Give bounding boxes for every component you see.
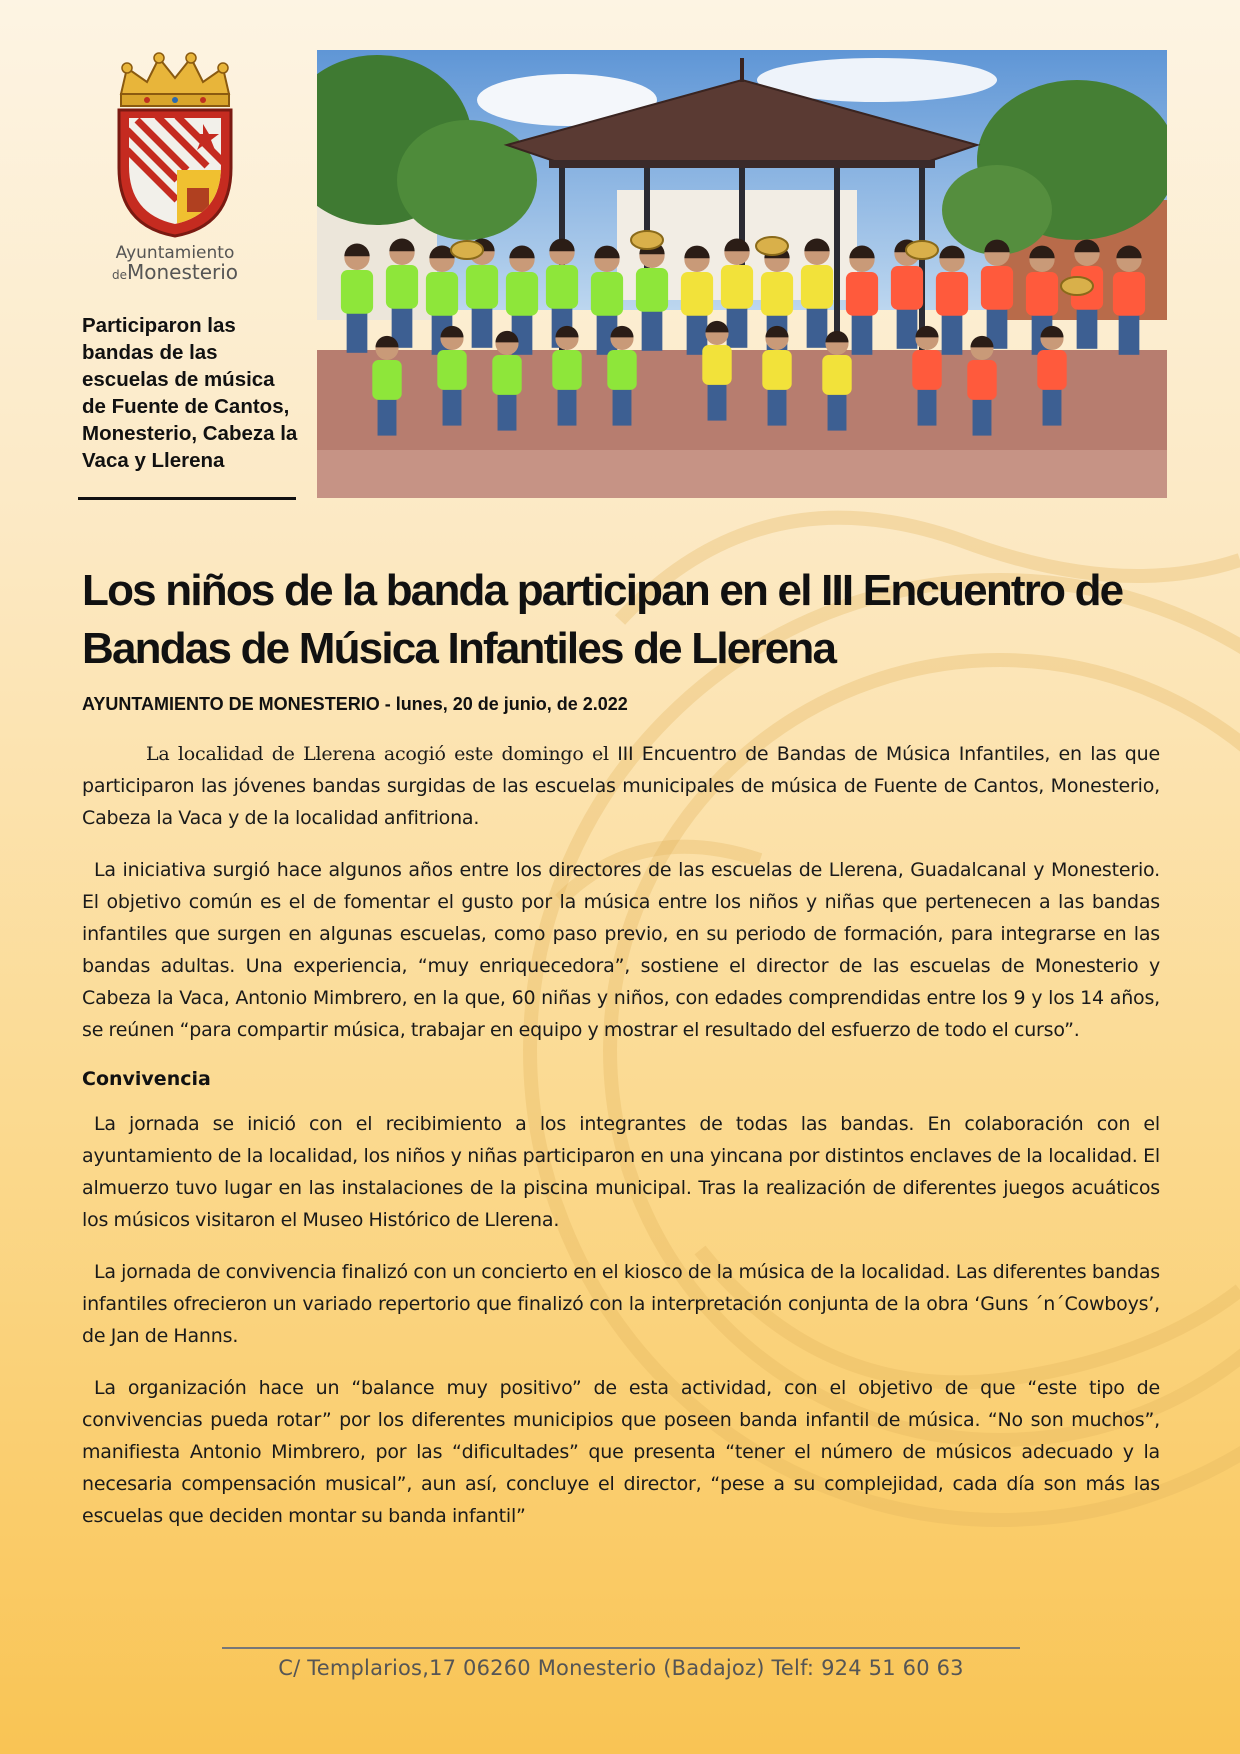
brass-instrument (906, 241, 938, 259)
band-member (936, 246, 968, 355)
logo-name-prefix: de (111, 268, 127, 282)
brass-instrument (756, 237, 788, 255)
brass-instrument (631, 231, 663, 249)
band-member (801, 239, 833, 348)
municipal-logo (95, 50, 255, 285)
article-byline: AYUNTAMIENTO DE MONESTERIO - lunes, 20 de junio, de 2.022 (82, 694, 628, 714)
band-member (341, 244, 373, 353)
footer-address: C/ Templarios,17 06260 Monesterio (Badajoz) Telf: 924 51 60 63 (278, 1656, 964, 1680)
band-member (981, 240, 1013, 349)
article-paragraph-4: La jornada de convivencia finalizó con un concierto en el kiosco de la música de la localidad. Las diferentes bandas infantiles ofrecieron un variado repertorio que finalizó con la interpretación conjunta de la obra ‘Guns ´n´Cowboys’, de Jan de Hanns. (82, 1261, 1160, 1347)
article-subheading: Convivencia (82, 1068, 211, 1090)
main-photo (317, 50, 1167, 498)
article-headline: Los niños de la banda participan en el III Encuentro de Bandas de Música Infantiles de Llerena (82, 566, 1123, 673)
article-body (82, 738, 1160, 1552)
photo-caption: Participaron las bandas de las escuelas de música de Fuente de Cantos, Monesterio, Cabeza la Vaca y Llerena (82, 314, 298, 472)
footer-divider (222, 1647, 1020, 1649)
paragraph-1-lead: La localidad de Llerena acogió este domingo el (146, 743, 609, 765)
coat-of-arms-icon (107, 50, 243, 240)
logo-name-line2: Monesterio (126, 260, 239, 284)
band-member (386, 239, 418, 348)
paragraph-1-rest: III Encuentro de Bandas de Música Infantiles, en las que participaron las jóvenes bandas surgidas de las escuelas municipales de música de Fuente de Cantos, Monesterio, Cabeza la Vaca y de la localidad anfitriona. (82, 743, 1160, 829)
article-paragraph-3: La jornada se inició con el recibimiento a los integrantes de todas las bandas. En colaboración con el ayuntamiento de la localidad, los niños y niñas participaron en una yincana por distintos enclaves de la localidad. El almuerzo tuvo lugar en las instalaciones de la piscina municipal. Tras la realización de diferentes juegos acuáticos los músicos visitaron el Museo Histórico de Llerena. (82, 1113, 1160, 1231)
brass-instrument (1061, 277, 1093, 295)
article-paragraph-2: La iniciativa surgió hace algunos años entre los directores de las escuelas de Llerena, Guadalcanal y Monesterio. El objetivo común es el de fomentar el gusto por la música entre los niños y niñas que pertenecen a las bandas infantiles que surgen en algunas escuelas, como paso previo, en su periodo de formación, para integrarse en las bandas adultas. Una experiencia, “muy enriquecedora”, sostiene el director de las escuelas de Monesterio y Cabeza la Vaca, Antonio Mimbrero, en la que, 60 niñas y niños, con edades comprendidas entre los 9 y los 14 años, se reúnen “para compartir música, trabajar en equipo y mostrar el resultado del esfuerzo de todo el curso”. (82, 859, 1160, 1041)
article-paragraph-5: La organización hace un “balance muy positivo” de esta actividad, con el objetivo de que “este tipo de convivencias pueda rotar” por los diferentes municipios que poseen banda infantil de música. “No son muchos”, manifiesta Antonio Mimbrero, por las “dificultades” que presenta “tener el número de músicos adecuado y la necesaria compensación musical”, aun así, concluye el director, “pese a su complejidad, cada día son más las escuelas que deciden montar su banda infantil” (82, 1377, 1160, 1527)
article-paragraph-1 (82, 738, 1160, 834)
band-member (846, 246, 878, 355)
band-member (636, 242, 668, 351)
band-group-photo-icon (317, 50, 1167, 498)
brass-instrument (451, 241, 483, 259)
logo-name-line1: Ayuntamiento (115, 243, 235, 263)
band-member (1113, 246, 1145, 355)
caption-underline (78, 497, 296, 500)
